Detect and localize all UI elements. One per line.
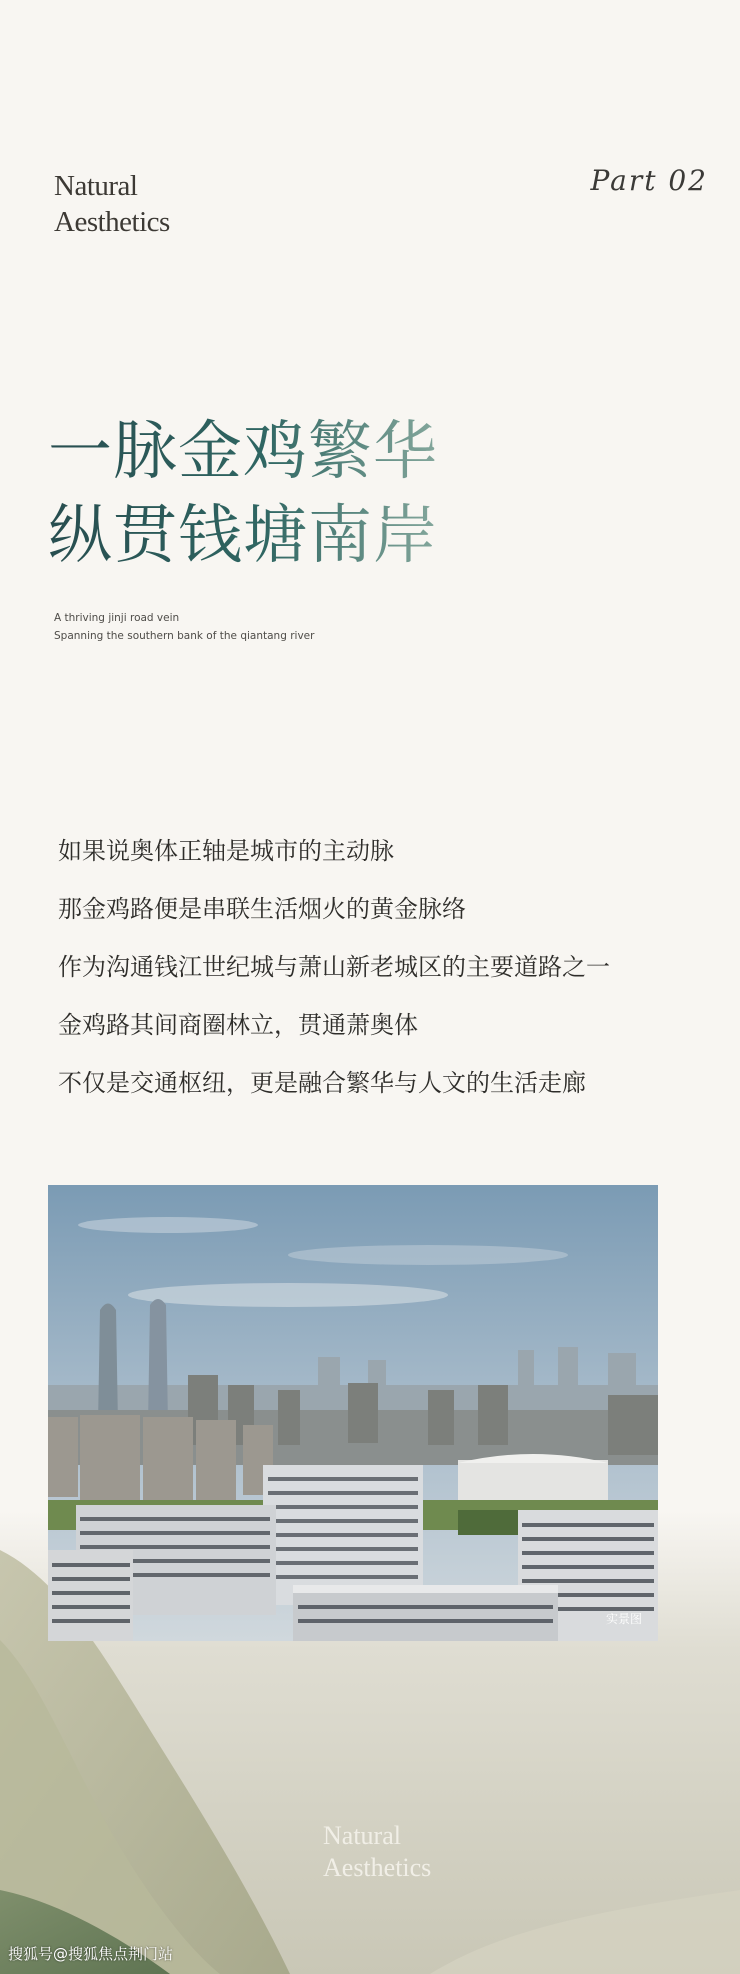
body-paragraph xyxy=(58,822,610,1112)
body-line-4: 金鸡路其间商圈林立，贯通萧奥体 xyxy=(58,1011,418,1039)
headline xyxy=(48,410,438,578)
body-line-3: 作为沟通钱江世纪城与萧山新老城区的主要道路之一 xyxy=(58,953,610,981)
body-line-1: 如果说奥体正轴是城市的主动脉 xyxy=(58,837,394,865)
body-line-2: 那金鸡路便是串联生活烟火的黄金脉络 xyxy=(58,895,466,923)
subtitle-line-2: Spanning the southern bank of the qiantang river xyxy=(54,630,315,642)
english-subtitle xyxy=(54,609,314,645)
headline-line-2: 纵贯钱塘南岸 xyxy=(48,494,438,578)
source-watermark: 搜狐号@搜狐焦点荆门站 xyxy=(8,1945,174,1963)
brand-line-1: Natural xyxy=(54,170,138,202)
brand-logo-top xyxy=(54,168,170,240)
brand-bottom-line-2: Aesthetics xyxy=(323,1853,432,1882)
subtitle-line-1: A thriving jinji road vein xyxy=(54,612,180,624)
brand-line-2: Aesthetics xyxy=(54,206,170,238)
body-line-5: 不仅是交通枢纽，更是融合繁华与人文的生活走廊 xyxy=(58,1069,586,1097)
brand-bottom-line-1: Natural xyxy=(323,1821,401,1850)
headline-line-1: 一脉金鸡繁华 xyxy=(48,410,438,494)
brand-logo-bottom xyxy=(323,1820,431,1884)
city-skyline-photo xyxy=(48,1185,658,1641)
part-label: Part 02 xyxy=(590,164,708,197)
photo-caption: 实景图 xyxy=(606,1612,643,1626)
